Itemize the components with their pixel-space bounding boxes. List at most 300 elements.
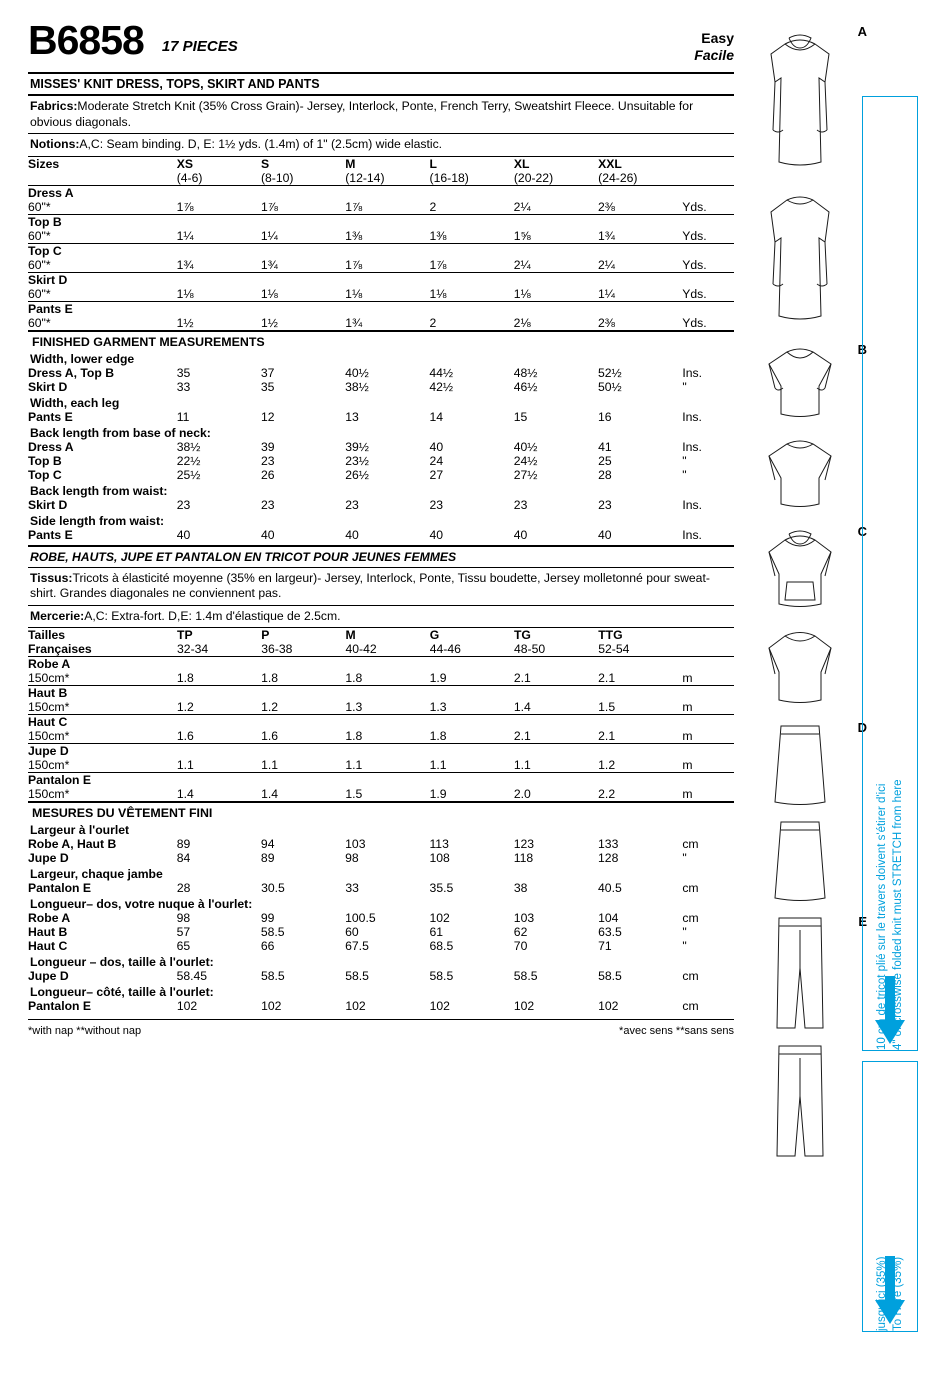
row-name: Haut B xyxy=(28,925,68,939)
yardage-top-c xyxy=(28,244,734,272)
sketch-dress-a-front xyxy=(745,22,865,182)
skirt-d-back-figure xyxy=(745,814,855,908)
row-name: Robe A, Haut B xyxy=(28,837,117,851)
fabrics-paragraph xyxy=(28,96,734,133)
unit: cm xyxy=(682,881,699,895)
unit: " xyxy=(682,939,687,953)
fr-range-tg: 48-50 xyxy=(513,642,546,656)
top-b-back-figure xyxy=(745,430,855,518)
cell: 1.2 xyxy=(598,758,616,772)
cell: 11 xyxy=(176,409,190,424)
fr-row-sub: 150cm* xyxy=(28,700,70,714)
sketch-dress-a-back xyxy=(745,184,865,334)
difficulty-block xyxy=(694,30,734,64)
cell: 2.2 xyxy=(598,787,616,801)
finished-group-3 xyxy=(28,498,734,512)
cell: 1⅛ xyxy=(429,286,447,301)
table-row xyxy=(28,837,734,851)
cell: 16 xyxy=(598,409,612,424)
cell: 102 xyxy=(513,999,535,1013)
stretch-gauge xyxy=(862,96,920,1332)
cell: 58.5 xyxy=(513,969,538,983)
footnote-en: *with nap **without nap xyxy=(28,1025,142,1037)
dress-a-front-figure xyxy=(745,22,855,182)
table-row xyxy=(28,686,734,700)
cell: 25 xyxy=(598,453,612,468)
tissus-label: Tissus: xyxy=(30,570,73,585)
cell: 1¼ xyxy=(260,228,278,243)
size-range-xl: (20-22) xyxy=(513,170,554,185)
row-name: Robe A xyxy=(28,911,71,925)
cell: 102 xyxy=(261,999,282,1013)
cell: 2.1 xyxy=(598,671,616,685)
cell: 44½ xyxy=(429,365,454,380)
cell: 68.5 xyxy=(429,939,454,953)
cell: 102 xyxy=(345,999,366,1013)
stretch-gauge-bottom-label-en: To Here (35%) xyxy=(892,1256,904,1331)
cell: 1⅞ xyxy=(345,257,363,272)
fr-sizes-label-2: Françaises xyxy=(28,642,92,656)
cell: 98 xyxy=(176,911,191,925)
row-name: Top C xyxy=(28,467,62,482)
unit: Yds. xyxy=(682,315,707,330)
table-row xyxy=(28,273,734,287)
unit: Ins. xyxy=(682,439,702,454)
cell: 27 xyxy=(429,467,444,482)
table-row xyxy=(28,244,734,258)
cell: 23 xyxy=(598,497,612,512)
cell: 33 xyxy=(345,881,359,895)
cell: 2⅜ xyxy=(597,315,615,330)
unit: Ins. xyxy=(682,409,702,424)
sizes-table-fr xyxy=(28,628,734,656)
french-title: ROBE, HAUTS, JUPE ET PANTALON EN TRICOT POUR JEUNES FEMMES xyxy=(30,549,457,564)
cell: 104 xyxy=(598,911,619,925)
table-row xyxy=(28,316,734,330)
unit: Ins. xyxy=(682,527,702,542)
cell: 1.9 xyxy=(429,787,447,801)
unit: Yds. xyxy=(682,228,707,243)
size-col-xl: XL xyxy=(513,156,530,171)
footnotes xyxy=(28,1020,734,1037)
cell: 22½ xyxy=(176,453,201,468)
cell: 2¼ xyxy=(513,257,531,272)
cell: 2.1 xyxy=(513,729,531,743)
finished-group-1 xyxy=(28,410,734,424)
english-title: MISSES' KNIT DRESS, TOPS, SKIRT AND PANTS xyxy=(30,77,320,91)
sketch-pants-e-front xyxy=(745,910,865,1038)
fr-size-col-tp: TP xyxy=(177,628,193,642)
unit: " xyxy=(682,851,687,865)
cell: 1.3 xyxy=(429,700,447,714)
cell: 1⅛ xyxy=(260,286,278,301)
view-label-a: A xyxy=(857,24,867,39)
table-row xyxy=(28,787,734,801)
row-sub-pants-e: 60"* xyxy=(28,315,51,330)
fr-yardage-jupe-d xyxy=(28,744,734,772)
fr-yardage-haut-b xyxy=(28,686,734,714)
cell: 94 xyxy=(260,837,275,851)
mercerie-label: Mercerie: xyxy=(30,608,85,623)
stretch-gauge-text-fr xyxy=(875,103,889,1050)
cell: 1.8 xyxy=(345,729,363,743)
table-row xyxy=(28,380,734,394)
fr-row-name-haut-c: Haut C xyxy=(28,715,68,729)
cell: 40.5 xyxy=(598,881,622,895)
cell: 40 xyxy=(176,527,191,542)
mercerie-paragraph xyxy=(28,606,734,628)
cell: 40 xyxy=(345,527,359,542)
cell: 1.1 xyxy=(513,758,531,772)
cell: 57 xyxy=(176,925,191,939)
cell: 38½ xyxy=(176,439,201,454)
cell: 1¼ xyxy=(176,228,194,243)
cell: 24½ xyxy=(513,453,538,468)
table-row xyxy=(28,999,734,1013)
pattern-number: B6858 xyxy=(28,17,144,63)
top-c-front-figure xyxy=(745,520,855,618)
fr-yardage-haut-c xyxy=(28,715,734,743)
cell: 23 xyxy=(345,497,359,512)
row-name: Skirt D xyxy=(28,379,68,394)
cell: 30.5 xyxy=(261,881,285,895)
cell: 52½ xyxy=(598,365,622,380)
cell: 58.5 xyxy=(598,969,622,983)
group-title-width-lower-edge: Width, lower edge xyxy=(30,351,135,366)
yardage-table-en xyxy=(28,186,734,214)
cell: 2.0 xyxy=(513,787,531,801)
cell: 24 xyxy=(429,453,444,468)
stretch-gauge-upper-box xyxy=(862,96,918,1051)
cell: 38½ xyxy=(345,379,369,394)
cell: 1.1 xyxy=(429,758,447,772)
table-row xyxy=(28,925,734,939)
cell: 23 xyxy=(176,497,191,512)
cell: 1.8 xyxy=(429,729,447,743)
cell: 1.6 xyxy=(261,729,279,743)
fr-size-col-p: P xyxy=(261,628,270,642)
unit: " xyxy=(682,453,687,468)
sizes-table-en xyxy=(28,157,734,185)
finished-heading-fr: MESURES DU VÊTEMENT FINI xyxy=(32,806,213,820)
notions-label: Notions: xyxy=(30,137,80,151)
size-col-xxl: XXL xyxy=(598,156,622,171)
row-name: Haut C xyxy=(28,939,68,953)
header-row xyxy=(28,18,734,62)
cell: 1⅜ xyxy=(345,228,363,243)
cell: 58.45 xyxy=(176,969,208,983)
table-row xyxy=(28,758,734,772)
size-col-m: M xyxy=(345,156,356,171)
fr-yardage-pantalon-e xyxy=(28,773,734,801)
row-name-dress-a: Dress A xyxy=(28,185,74,200)
row-sub-skirt-d: 60"* xyxy=(28,286,51,301)
row-name: Dress A, Top B xyxy=(28,365,115,380)
cell: 2 xyxy=(429,199,437,214)
fr-size-col-ttg: TTG xyxy=(598,628,623,642)
row-name: Pantalon E xyxy=(28,881,91,895)
row-name: Top B xyxy=(28,453,62,468)
table-row xyxy=(28,468,734,482)
cell: 1.9 xyxy=(429,671,447,685)
cell: 2.1 xyxy=(513,671,531,685)
cell: 41 xyxy=(598,439,612,454)
table-row xyxy=(28,881,734,895)
size-col-xs: XS xyxy=(176,156,193,171)
cell: 14 xyxy=(429,409,444,424)
cell: 1⅞ xyxy=(429,257,447,272)
unit: m xyxy=(682,758,693,772)
unit: Yds. xyxy=(682,199,707,214)
stretch-gauge-text-en xyxy=(891,103,905,1050)
cell: 1.5 xyxy=(345,787,363,801)
table-row xyxy=(28,287,734,301)
row-sub-top-c: 60"* xyxy=(28,257,51,272)
cell: 1⅞ xyxy=(260,199,278,214)
group-title-side-length-waist: Side length from waist: xyxy=(30,513,165,528)
fr-row-sub: 150cm* xyxy=(28,758,70,772)
cell: 40 xyxy=(429,439,444,454)
cell: 23 xyxy=(429,497,444,512)
unit: " xyxy=(682,925,687,939)
fr-size-col-g: G xyxy=(429,628,440,642)
cell: 2¼ xyxy=(513,199,531,214)
table-row xyxy=(28,911,734,925)
cell: 35 xyxy=(260,379,275,394)
cell: 33 xyxy=(176,379,191,394)
fr-yardage-robe-a xyxy=(28,657,734,685)
sketch-skirt-d-front xyxy=(745,716,865,812)
unit: m xyxy=(682,700,693,714)
cell: 40 xyxy=(429,527,444,542)
unit: " xyxy=(682,467,687,482)
sizes-label: Sizes xyxy=(28,156,60,171)
cell: 2 xyxy=(429,315,437,330)
cell: 60 xyxy=(345,925,359,939)
table-row xyxy=(28,258,734,272)
cell: 62 xyxy=(513,925,528,939)
cell: 1¾ xyxy=(260,257,278,272)
cell: 66 xyxy=(260,939,275,953)
cell: 1⅛ xyxy=(513,286,531,301)
top-b-front-figure xyxy=(745,336,855,428)
sketch-skirt-d-back xyxy=(745,814,865,908)
cell: 40½ xyxy=(345,365,369,380)
sketch-top-b-back xyxy=(745,430,865,518)
table-row xyxy=(28,440,734,454)
cell: 1½ xyxy=(260,315,278,330)
unit: cm xyxy=(682,969,699,983)
cell: 37 xyxy=(260,365,275,380)
cell: 23½ xyxy=(345,453,369,468)
yardage-skirt-d xyxy=(28,273,734,301)
size-range-s: (8-10) xyxy=(260,170,294,185)
fr-group-title-0: Largeur à l'ourlet xyxy=(30,823,130,837)
table-row xyxy=(28,528,734,542)
view-label-d: D xyxy=(857,720,867,735)
unit: Yds. xyxy=(682,257,707,272)
row-name: Pants E xyxy=(28,527,73,542)
table-row xyxy=(28,410,734,424)
cell: 38 xyxy=(513,881,528,895)
table-row xyxy=(28,454,734,468)
table-row xyxy=(28,657,734,671)
cell: 25½ xyxy=(176,467,201,482)
cell: 1¾ xyxy=(176,257,194,272)
cell: 58.5 xyxy=(260,925,285,939)
stretch-gauge-label-fr: 10 cm de tricot plié sur le travers doivent s'étirer d'ici xyxy=(876,783,888,1050)
yardage-top-b xyxy=(28,215,734,243)
table-row xyxy=(28,302,734,316)
cell: 1.1 xyxy=(176,758,194,772)
finished-group-2 xyxy=(28,440,734,482)
table-row xyxy=(28,229,734,243)
sketch-pants-e-back xyxy=(745,1040,865,1166)
fr-sizes-header-row xyxy=(28,628,734,642)
row-name-top-c: Top C xyxy=(28,243,62,258)
fr-finished-group-1 xyxy=(28,881,734,895)
garment-sketches xyxy=(745,22,865,1168)
row-sub-top-b: 60"* xyxy=(28,228,51,243)
cell: 1.2 xyxy=(261,700,279,714)
cell: 100.5 xyxy=(345,911,376,925)
fr-range-g: 44-46 xyxy=(429,642,461,656)
row-sub-dress-a: 60"* xyxy=(28,199,51,214)
cell: 2.1 xyxy=(598,729,616,743)
table-row xyxy=(28,773,734,787)
fr-finished-group-4 xyxy=(28,999,734,1013)
cell: 40 xyxy=(598,527,612,542)
cell: 1¾ xyxy=(345,315,363,330)
cell: 102 xyxy=(176,999,198,1013)
cell: 67.5 xyxy=(345,939,369,953)
cell: 46½ xyxy=(513,379,538,394)
row-name: Skirt D xyxy=(28,497,68,512)
cell: 102 xyxy=(429,999,450,1013)
fr-size-col-tg: TG xyxy=(513,628,531,642)
cell: 1⅛ xyxy=(345,286,363,301)
fr-row-sub: 150cm* xyxy=(28,787,70,801)
cell: 1¼ xyxy=(597,286,615,301)
size-range-l: (16-18) xyxy=(429,170,469,185)
difficulty-en: Easy xyxy=(701,30,734,46)
table-row xyxy=(28,200,734,214)
tissus-paragraph xyxy=(28,568,734,605)
unit: Ins. xyxy=(682,497,702,512)
table-row xyxy=(28,498,734,512)
cell: 128 xyxy=(598,851,619,865)
cell: 1⅞ xyxy=(345,199,363,214)
group-title-width-each-leg: Width, each leg xyxy=(30,395,120,410)
cell: 23 xyxy=(261,453,275,468)
cell: 1⅝ xyxy=(513,228,531,243)
cell: 102 xyxy=(598,999,619,1013)
footnote-fr: *avec sens **sans sens xyxy=(619,1025,734,1037)
cell: 40 xyxy=(261,527,275,542)
cell: 23 xyxy=(261,497,275,512)
view-label-e: E xyxy=(858,914,867,929)
cell: 1.5 xyxy=(598,700,616,714)
row-name: Jupe D xyxy=(28,969,69,983)
fr-row-name-jupe-d: Jupe D xyxy=(28,744,69,758)
unit: cm xyxy=(682,999,699,1013)
fr-range-tp: 32-34 xyxy=(177,642,209,656)
sketch-top-c-back xyxy=(745,620,865,714)
fr-finished-group-3 xyxy=(28,969,734,983)
cell: 1.4 xyxy=(261,787,279,801)
view-label-c: C xyxy=(857,524,867,539)
cell: 2¼ xyxy=(597,257,615,272)
cell: 89 xyxy=(260,851,275,865)
unit: " xyxy=(682,379,687,394)
dress-a-back-figure xyxy=(745,184,855,334)
cell: 61 xyxy=(429,925,444,939)
view-label-b: B xyxy=(857,342,867,357)
cell: 98 xyxy=(345,851,359,865)
fr-group-title-4: Longueur– côté, taille à l'ourlet: xyxy=(30,985,214,999)
group-title-back-length-neck: Back length from base of neck: xyxy=(30,425,211,440)
cell: 133 xyxy=(598,837,619,851)
left-content-column xyxy=(28,18,734,1037)
cell: 40 xyxy=(513,527,528,542)
cell: 65 xyxy=(176,939,191,953)
sizes-range-row xyxy=(28,171,734,185)
cell: 58.5 xyxy=(345,969,369,983)
cell: 2⅛ xyxy=(513,315,531,330)
notions-text: A,C: Seam binding. D, E: 1½ yds. (1.4m) of 1" (2.5cm) wide elastic. xyxy=(79,137,443,151)
cell: 1½ xyxy=(176,315,194,330)
cell: 58.5 xyxy=(429,969,454,983)
cell: 1.1 xyxy=(261,758,279,772)
mercerie-text: A,C: Extra-fort. D,E: 1.4m d'élastique de 2.5cm. xyxy=(84,608,341,623)
cell: 26½ xyxy=(345,467,369,482)
table-row xyxy=(28,366,734,380)
cell: 1.8 xyxy=(176,671,194,685)
cell: 63.5 xyxy=(598,925,622,939)
down-arrow-icon-upper xyxy=(872,976,908,1046)
sketch-top-c-front xyxy=(745,520,865,618)
cell: 40½ xyxy=(513,439,538,454)
cell: 1⅛ xyxy=(176,286,194,301)
fr-group-title-2: Longueur– dos, votre nuque à l'ourlet: xyxy=(30,897,253,911)
cell: 26 xyxy=(261,467,275,482)
table-row xyxy=(28,744,734,758)
row-name: Jupe D xyxy=(28,851,69,865)
finished-heading-en: FINISHED GARMENT MEASUREMENTS xyxy=(32,334,265,349)
fr-group-title-1: Largeur, chaque jambe xyxy=(30,867,163,881)
cell: 2⅜ xyxy=(597,199,615,214)
fr-finished-group-2 xyxy=(28,911,734,953)
finished-group-0 xyxy=(28,366,734,394)
unit: cm xyxy=(682,911,699,925)
cell: 71 xyxy=(598,939,612,953)
cell: 70 xyxy=(513,939,528,953)
unit: m xyxy=(682,671,693,685)
cell: 1.4 xyxy=(176,787,194,801)
row-name-skirt-d: Skirt D xyxy=(28,272,68,287)
fr-sizes-label-1: Tailles xyxy=(28,628,66,642)
fr-size-col-m: M xyxy=(345,628,356,642)
cell: 1.6 xyxy=(176,729,194,743)
unit: m xyxy=(682,729,693,743)
cell: 13 xyxy=(345,409,359,424)
pieces-count: 17 PIECES xyxy=(161,38,238,55)
finished-group-4 xyxy=(28,528,734,542)
fabrics-text: Moderate Stretch Knit (35% Cross Grain)- Jersey, Interlock, Ponte, French Terry, Sweatshirt Fleece. Unsuitable for obvious diagonals. xyxy=(30,99,694,129)
cell: 39½ xyxy=(345,439,369,454)
cell: 123 xyxy=(513,837,535,851)
stretch-gauge-bottom-label-fr: jusqu'ici (35%) xyxy=(876,1256,888,1331)
